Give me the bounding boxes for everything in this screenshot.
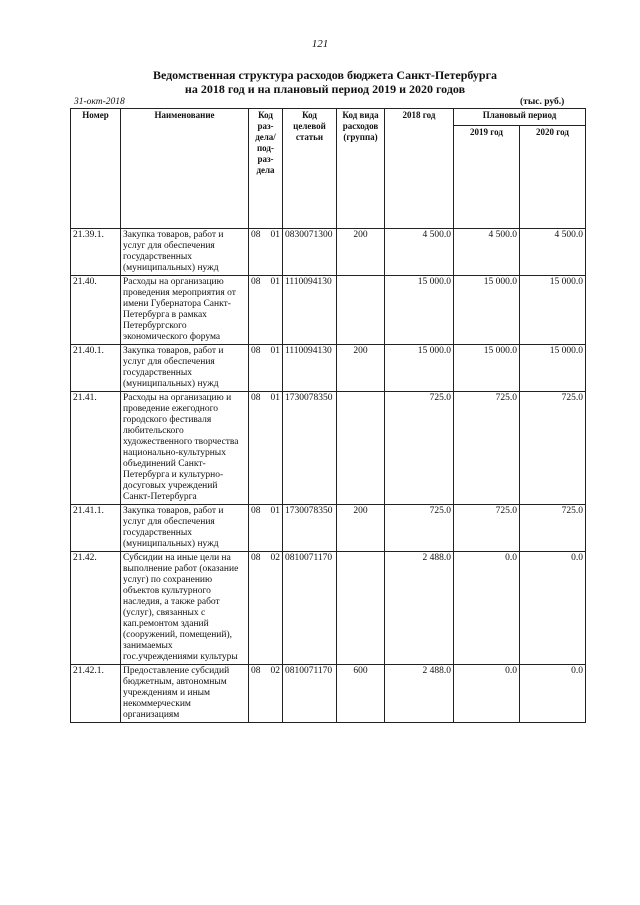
table-row bbox=[71, 229, 586, 276]
cell-2020: 725.0 bbox=[520, 392, 586, 505]
budget-table bbox=[70, 108, 586, 723]
cell-group bbox=[337, 552, 385, 665]
header-2020: 2020 год bbox=[520, 126, 586, 229]
cell-name: Расходы на организацию и проведение ежегодного городского фестиваля любительского художественного творчества национально-культурных объединений Санкт-Петербурга и культурно-досуговых учреждений Санкт-Петербурга bbox=[121, 392, 249, 505]
units-label: (тыс. руб.) bbox=[520, 97, 565, 107]
header-plan-period: Плановый период bbox=[454, 109, 586, 126]
cell-2019: 4 500.0 bbox=[454, 229, 520, 276]
cell-2019: 0.0 bbox=[454, 552, 520, 665]
cell-rz: 08 bbox=[251, 277, 261, 287]
table-row bbox=[71, 665, 586, 723]
table-row bbox=[71, 345, 586, 392]
cell-razdel bbox=[249, 665, 283, 723]
cell-nomer: 21.40.1. bbox=[71, 345, 121, 392]
title-line-2: на 2018 год и на плановый период 2019 и 2020 годов bbox=[184, 82, 466, 96]
cell-cel: 0810071170 bbox=[283, 552, 337, 665]
cell-cel: 1110094130 bbox=[283, 345, 337, 392]
cell-cel: 1110094130 bbox=[283, 276, 337, 345]
cell-nomer: 21.42.1. bbox=[71, 665, 121, 723]
cell-nomer: 21.41.1. bbox=[71, 505, 121, 552]
cell-name: Закупка товаров, работ и услуг для обеспечения государственных (муниципальных) нужд bbox=[121, 505, 249, 552]
cell-nomer: 21.42. bbox=[71, 552, 121, 665]
cell-2019: 0.0 bbox=[454, 665, 520, 723]
cell-group: 600 bbox=[337, 665, 385, 723]
cell-2018: 15 000.0 bbox=[385, 276, 454, 345]
cell-2020: 725.0 bbox=[520, 505, 586, 552]
cell-razdel bbox=[249, 276, 283, 345]
cell-cel: 0810071170 bbox=[283, 665, 337, 723]
cell-name: Закупка товаров, работ и услуг для обеспечения государственных (муниципальных) нужд bbox=[121, 229, 249, 276]
header-name: Наименование bbox=[121, 109, 249, 229]
cell-pr: 02 bbox=[270, 666, 280, 676]
cell-group bbox=[337, 392, 385, 505]
document-date: 31-окт-2018 bbox=[74, 97, 125, 107]
cell-name: Предоставление субсидий бюджетным, автономным учреждениям и иным некоммерческим организациям bbox=[121, 665, 249, 723]
cell-2020: 0.0 bbox=[520, 665, 586, 723]
header-2018: 2018 год bbox=[385, 109, 454, 229]
page-title bbox=[60, 68, 590, 96]
cell-cel: 0830071300 bbox=[283, 229, 337, 276]
cell-razdel bbox=[249, 505, 283, 552]
table-row bbox=[71, 276, 586, 345]
table-body bbox=[71, 229, 586, 723]
cell-cel: 1730078350 bbox=[283, 392, 337, 505]
cell-rz: 08 bbox=[251, 393, 261, 403]
cell-2018: 2 488.0 bbox=[385, 552, 454, 665]
cell-group: 200 bbox=[337, 229, 385, 276]
cell-nomer: 21.41. bbox=[71, 392, 121, 505]
cell-name: Закупка товаров, работ и услуг для обеспечения государственных (муниципальных) нужд bbox=[121, 345, 249, 392]
cell-rz: 08 bbox=[251, 230, 261, 240]
cell-2019: 15 000.0 bbox=[454, 345, 520, 392]
cell-rz: 08 bbox=[251, 506, 261, 516]
cell-pr: 02 bbox=[270, 553, 280, 563]
table-row bbox=[71, 552, 586, 665]
cell-pr: 01 bbox=[270, 506, 280, 516]
page-number: 121 bbox=[311, 38, 329, 50]
cell-2018: 15 000.0 bbox=[385, 345, 454, 392]
cell-2019: 725.0 bbox=[454, 392, 520, 505]
cell-rz: 08 bbox=[251, 666, 261, 676]
cell-nomer: 21.40. bbox=[71, 276, 121, 345]
cell-2020: 15 000.0 bbox=[520, 345, 586, 392]
header-2019: 2019 год bbox=[454, 126, 520, 229]
cell-name: Расходы на организацию проведения мероприятия от имени Губернатора Санкт-Петербурга в рамках Петербургского экономического форума bbox=[121, 276, 249, 345]
cell-group: 200 bbox=[337, 505, 385, 552]
cell-2019: 15 000.0 bbox=[454, 276, 520, 345]
cell-name: Субсидии на иные цели на выполнение работ (оказание услуг) по сохранению объектов культурного наследия, а также работ (услуг), связанных с кап.ремонтом зданий (сооружений, помещений), занимаемых гос.учреждениями культуры bbox=[121, 552, 249, 665]
header-nomer: Номер bbox=[71, 109, 121, 229]
cell-pr: 01 bbox=[270, 346, 280, 356]
cell-2018: 725.0 bbox=[385, 505, 454, 552]
cell-2018: 4 500.0 bbox=[385, 229, 454, 276]
cell-razdel bbox=[249, 229, 283, 276]
title-line-1: Ведомственная структура расходов бюджета Санкт-Петербурга bbox=[152, 68, 498, 82]
cell-2020: 15 000.0 bbox=[520, 276, 586, 345]
cell-rz: 08 bbox=[251, 553, 261, 563]
cell-group: 200 bbox=[337, 345, 385, 392]
cell-nomer: 21.39.1. bbox=[71, 229, 121, 276]
cell-rz: 08 bbox=[251, 346, 261, 356]
cell-pr: 01 bbox=[270, 393, 280, 403]
cell-2019: 725.0 bbox=[454, 505, 520, 552]
cell-razdel bbox=[249, 392, 283, 505]
table-row bbox=[71, 392, 586, 505]
header-group: Код вида расходов (группа) bbox=[337, 109, 385, 229]
cell-pr: 01 bbox=[270, 230, 280, 240]
header-cel: Код целевой статьи bbox=[283, 109, 337, 229]
cell-2020: 0.0 bbox=[520, 552, 586, 665]
cell-razdel bbox=[249, 345, 283, 392]
cell-2020: 4 500.0 bbox=[520, 229, 586, 276]
header-razdel: Код раз- дела/ под- раз- дела bbox=[249, 109, 283, 229]
cell-cel: 1730078350 bbox=[283, 505, 337, 552]
cell-razdel bbox=[249, 552, 283, 665]
cell-group bbox=[337, 276, 385, 345]
cell-2018: 2 488.0 bbox=[385, 665, 454, 723]
cell-2018: 725.0 bbox=[385, 392, 454, 505]
table-row bbox=[71, 505, 586, 552]
cell-pr: 01 bbox=[270, 277, 280, 287]
